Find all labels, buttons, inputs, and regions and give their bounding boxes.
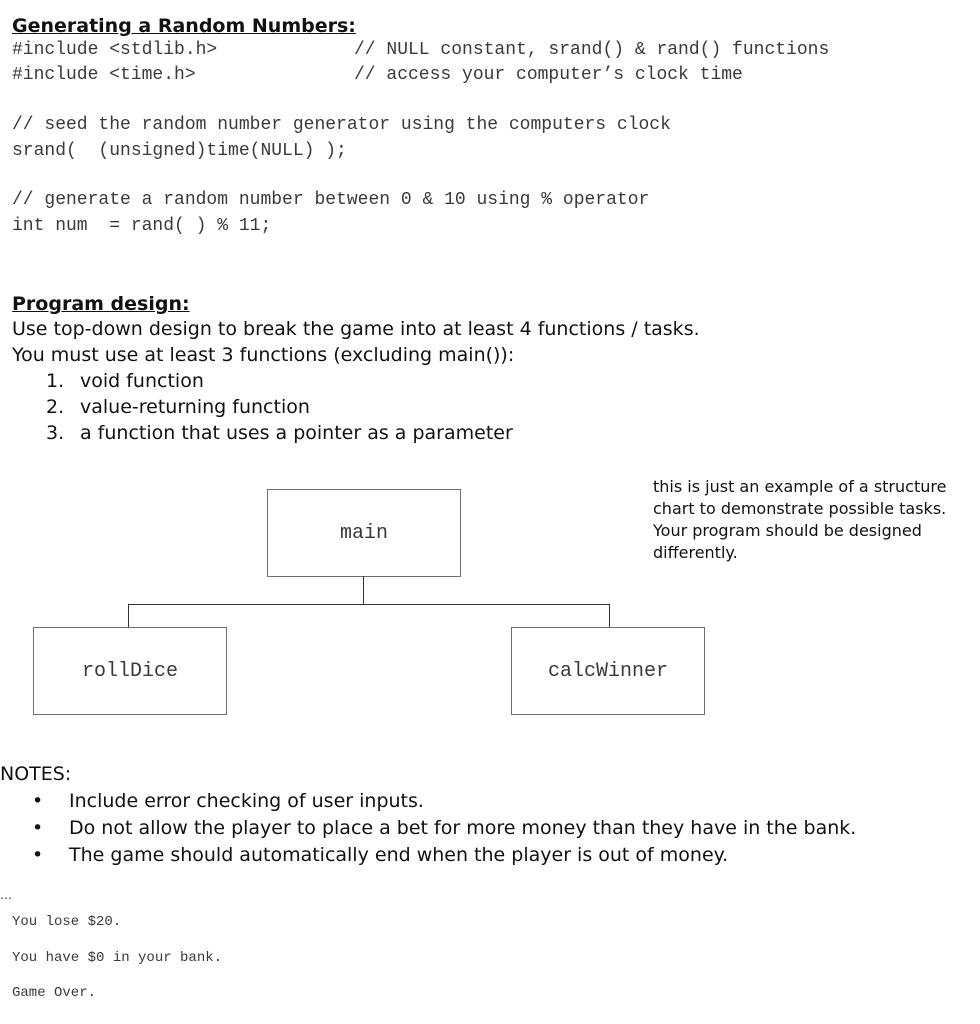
include-stdlib-code: #include <stdlib.h> — [12, 40, 218, 60]
chart-rolldice-box — [33, 627, 227, 715]
output-ellipsis: … — [0, 888, 12, 902]
include-time-code: #include <time.h> — [12, 65, 196, 85]
notes-item-3: The game should automatically end when the player is out of money. — [69, 844, 729, 866]
chart-connector-main — [363, 576, 364, 604]
design-line-1: Use top-down design to break the game into at least 4 functions / tasks. — [12, 318, 700, 340]
chart-main-label: main — [339, 521, 388, 545]
include-time-comment: // access your computer’s clock time — [354, 65, 743, 85]
chart-calcwinner-label: calcWinner — [547, 659, 669, 683]
seed-comment: // seed the random number generator using the computers clock — [12, 115, 671, 135]
chart-note: this is just an example of a structure chart to demonstrate possible tasks. Your program should be designed differently. — [653, 477, 947, 562]
design-item-1: void function — [80, 370, 204, 392]
design-item-2: value-returning function — [80, 396, 310, 418]
notes-item-1: Include error checking of user inputs. — [69, 790, 424, 812]
generate-code: int num = rand( ) % 11; — [12, 216, 272, 236]
seed-code: srand( (unsigned)time(NULL) ); — [12, 141, 347, 161]
notes-bullet-1: • — [32, 790, 44, 812]
chart-connector-left — [128, 604, 129, 627]
output-line-2: You have $0 in your bank. — [12, 950, 223, 966]
notes-heading: NOTES: — [0, 763, 72, 785]
notes-bullet-3: • — [32, 844, 44, 866]
notes-bullet-2: • — [32, 817, 44, 839]
output-line-3: Game Over. — [12, 985, 97, 1001]
design-item-num-1: 1. — [46, 370, 65, 392]
design-line-2: You must use at least 3 functions (excluding main()): — [12, 344, 515, 366]
output-line-1: You lose $20. — [12, 914, 122, 930]
include-stdlib-comment: // NULL constant, srand() & rand() functions — [354, 40, 830, 60]
design-item-num-2: 2. — [46, 396, 65, 418]
design-heading: Program design: — [12, 293, 190, 315]
design-item-3: a function that uses a pointer as a parameter — [80, 422, 513, 444]
chart-rolldice-label: rollDice — [81, 659, 178, 683]
generate-comment: // generate a random number between 0 & 10 using % operator — [12, 190, 650, 210]
chart-connector-right — [609, 604, 610, 627]
chart-calcwinner-box — [511, 627, 705, 715]
random-heading: Generating a Random Numbers: — [12, 15, 356, 37]
design-item-num-3: 3. — [46, 422, 65, 444]
chart-connector-horizontal — [128, 604, 610, 605]
chart-main-box — [267, 489, 461, 577]
notes-item-2: Do not allow the player to place a bet for more money than they have in the bank. — [69, 817, 857, 839]
